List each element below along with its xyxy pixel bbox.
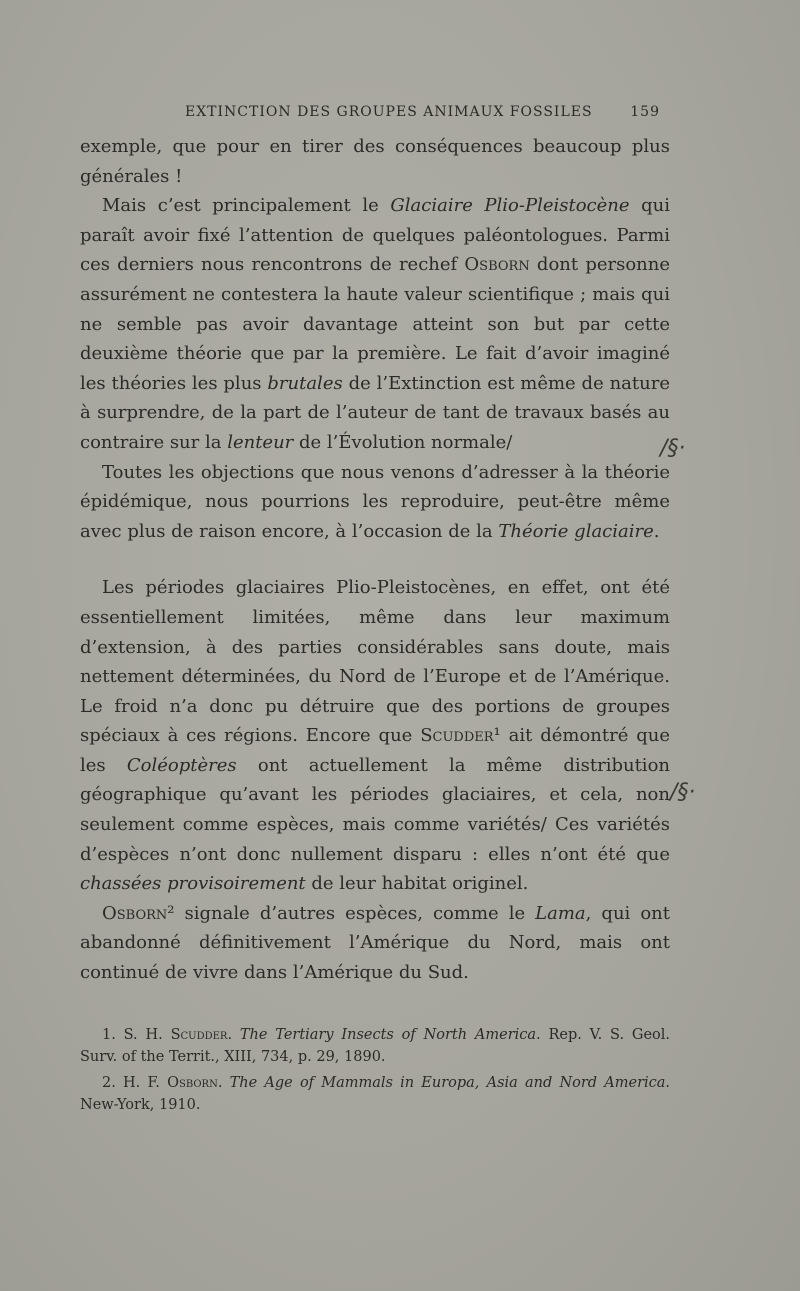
- paragraph: exemple, que pour en tirer des conséquences beaucoup plus générales !: [80, 136, 670, 187]
- running-header: [80, 104, 660, 120]
- margin-annotation: /§·: [660, 436, 686, 461]
- page-number: 159: [630, 104, 660, 120]
- footnote-1: 1. S. H. Scudder. The Tertiary Insects of North America. Rep. V. S. Geol. Surv. of the Territ., XIII, 734, p. 29, 1890.: [80, 1027, 671, 1065]
- paragraph: Mais c’est principalement le Glaciaire Plio-Pleistocène qui paraît avoir fixé l’attention de quelques paléontologues. Parmi ces derniers nous rencontrons de rechef Osborn dont personne assurément ne contestera la haute valeur scientifique ; mais qui ne semble pas avoir davantage atteint son but par cette deuxième théorie que par la première. Le fait d’avoir imaginé les théories les plus brutales de l’Extinction est même de nature à surprendre, de la part de l’auteur de tant de travaux basés au contraire sur la lenteur de l’Évolution normale/: [80, 195, 671, 453]
- paragraph: Osborn² signale d’autres espèces, comme le Lama, qui ont abandonné définitivement l’Amérique du Nord, mais ont continué de vivre dans l’Amérique du Sud.: [80, 902, 670, 984]
- body-text: [80, 132, 670, 988]
- footnotes: [80, 1024, 670, 1120]
- paragraph: Toutes les objections que nous venons d’adresser à la théorie épidémique, nous pourrions les reproduire, peut-être même avec plus de raison encore, à l’occasion de la Théorie glaciaire.: [80, 461, 670, 542]
- section-gap: [80, 546, 670, 573]
- running-title: EXTINCTION DES GROUPES ANIMAUX FOSSILES: [185, 104, 593, 120]
- paragraph: Les périodes glaciaires Plio-Pleistocènes, en effet, ont été essentiellement limitées, même dans leur maximum d’extension, à des parties considérables sans doute, mais nettement déterminées, du Nord de l’Europe et de l’Amérique. Le froid n’a donc pu détruire que des portions de groupes spéciaux à ces régions. Encore que Scudder¹ ait démontré que les Coléoptères ont actuellement la même distribution géographique qu’avant les périodes glaciaires, et cela, non seulement comme espèces, mais comme variétés/ Ces variétés d’espèces n’ont donc nullement disparu : elles n’ont été que chassées provisoirement de leur habitat originel.: [80, 577, 670, 895]
- margin-annotation: /§·: [670, 780, 696, 805]
- footnote-2: 2. H. F. Osborn. The Age of Mammals in Europa, Asia and Nord America. New-York, 1910.: [80, 1075, 671, 1113]
